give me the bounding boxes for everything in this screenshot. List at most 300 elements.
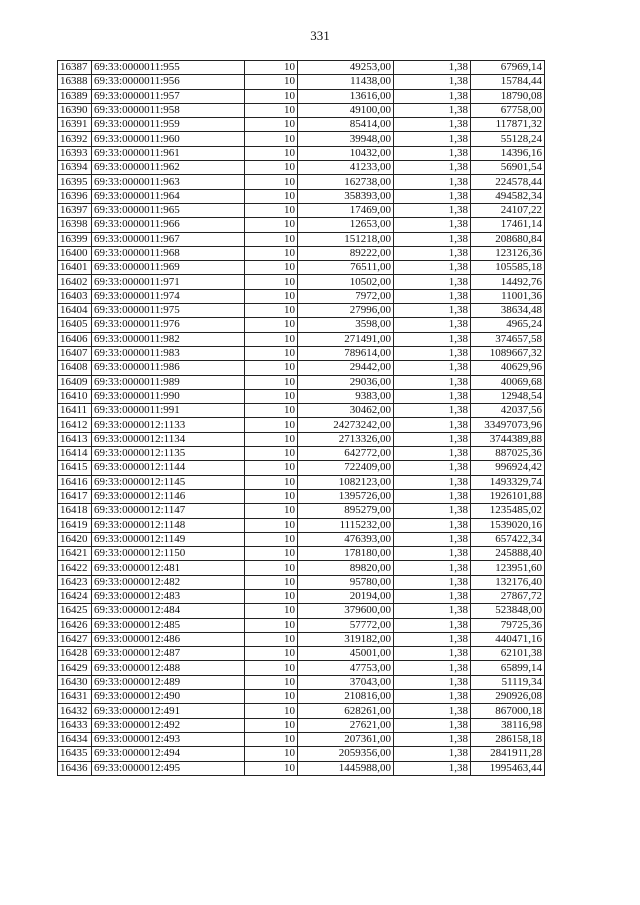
cadastral-number-cell: 69:33:0000011:962	[92, 161, 245, 175]
cadastral-value-cell: 76511,00	[298, 261, 394, 275]
cadastral-number-cell: 69:33:0000011:991	[92, 404, 245, 418]
table-row	[58, 261, 545, 275]
rate-cell: 10	[245, 375, 298, 389]
cadastral-value-cell: 37043,00	[298, 675, 394, 689]
cadastral-number-cell: 69:33:0000011:959	[92, 118, 245, 132]
rate-cell: 10	[245, 261, 298, 275]
cadastral-value-cell: 41233,00	[298, 161, 394, 175]
rate-cell: 10	[245, 518, 298, 532]
cadastral-number-cell: 69:33:0000012:1147	[92, 504, 245, 518]
rate-cell: 10	[245, 332, 298, 346]
amount-cell: 374657,58	[471, 332, 545, 346]
rate-cell: 10	[245, 132, 298, 146]
register-table-body	[58, 61, 545, 776]
amount-cell: 132176,40	[471, 575, 545, 589]
row-number-cell: 16411	[58, 404, 92, 418]
cadastral-value-cell: 39948,00	[298, 132, 394, 146]
cadastral-number-cell: 69:33:0000011:963	[92, 175, 245, 189]
cadastral-number-cell: 69:33:0000012:487	[92, 647, 245, 661]
coefficient-cell: 1,38	[394, 447, 471, 461]
amount-cell: 1493329,74	[471, 475, 545, 489]
rate-cell: 10	[245, 504, 298, 518]
row-number-cell: 16422	[58, 561, 92, 575]
cadastral-value-cell: 10502,00	[298, 275, 394, 289]
cadastral-value-cell: 89820,00	[298, 561, 394, 575]
coefficient-cell: 1,38	[394, 761, 471, 775]
rate-cell: 10	[245, 432, 298, 446]
row-number-cell: 16398	[58, 218, 92, 232]
coefficient-cell: 1,38	[394, 647, 471, 661]
coefficient-cell: 1,38	[394, 75, 471, 89]
row-number-cell: 16414	[58, 447, 92, 461]
rate-cell: 10	[245, 289, 298, 303]
table-row	[58, 461, 545, 475]
amount-cell: 12948,54	[471, 389, 545, 403]
row-number-cell: 16397	[58, 203, 92, 217]
cadastral-value-cell: 17469,00	[298, 203, 394, 217]
coefficient-cell: 1,38	[394, 661, 471, 675]
rate-cell: 10	[245, 61, 298, 75]
amount-cell: 24107,22	[471, 203, 545, 217]
cadastral-value-cell: 271491,00	[298, 332, 394, 346]
row-number-cell: 16436	[58, 761, 92, 775]
cadastral-value-cell: 95780,00	[298, 575, 394, 589]
amount-cell: 996924,42	[471, 461, 545, 475]
table-row	[58, 118, 545, 132]
rate-cell: 10	[245, 690, 298, 704]
table-row	[58, 589, 545, 603]
cadastral-number-cell: 69:33:0000012:485	[92, 618, 245, 632]
table-row	[58, 418, 545, 432]
cadastral-value-cell: 13616,00	[298, 89, 394, 103]
amount-cell: 105585,18	[471, 261, 545, 275]
coefficient-cell: 1,38	[394, 589, 471, 603]
row-number-cell: 16393	[58, 146, 92, 160]
amount-cell: 494582,34	[471, 189, 545, 203]
amount-cell: 286158,18	[471, 732, 545, 746]
table-row	[58, 561, 545, 575]
cadastral-value-cell: 89222,00	[298, 246, 394, 260]
rate-cell: 10	[245, 575, 298, 589]
rate-cell: 10	[245, 447, 298, 461]
rate-cell: 10	[245, 532, 298, 546]
coefficient-cell: 1,38	[394, 704, 471, 718]
cadastral-number-cell: 69:33:0000011:989	[92, 375, 245, 389]
cadastral-value-cell: 358393,00	[298, 189, 394, 203]
table-row	[58, 404, 545, 418]
table-row	[58, 203, 545, 217]
table-row	[58, 318, 545, 332]
amount-cell: 17461,14	[471, 218, 545, 232]
coefficient-cell: 1,38	[394, 203, 471, 217]
row-number-cell: 16434	[58, 732, 92, 746]
coefficient-cell: 1,38	[394, 304, 471, 318]
table-row	[58, 175, 545, 189]
cadastral-number-cell: 69:33:0000012:1150	[92, 547, 245, 561]
rate-cell: 10	[245, 189, 298, 203]
cadastral-number-cell: 69:33:0000012:1146	[92, 489, 245, 503]
amount-cell: 867000,18	[471, 704, 545, 718]
table-row	[58, 575, 545, 589]
rate-cell: 10	[245, 604, 298, 618]
coefficient-cell: 1,38	[394, 232, 471, 246]
row-number-cell: 16426	[58, 618, 92, 632]
rate-cell: 10	[245, 361, 298, 375]
coefficient-cell: 1,38	[394, 675, 471, 689]
coefficient-cell: 1,38	[394, 518, 471, 532]
coefficient-cell: 1,38	[394, 504, 471, 518]
coefficient-cell: 1,38	[394, 418, 471, 432]
cadastral-number-cell: 69:33:0000011:986	[92, 361, 245, 375]
amount-cell: 1926101,88	[471, 489, 545, 503]
table-row	[58, 232, 545, 246]
row-number-cell: 16401	[58, 261, 92, 275]
coefficient-cell: 1,38	[394, 575, 471, 589]
amount-cell: 55128,24	[471, 132, 545, 146]
table-row	[58, 518, 545, 532]
cadastral-number-cell: 69:33:0000011:968	[92, 246, 245, 260]
amount-cell: 440471,16	[471, 632, 545, 646]
row-number-cell: 16419	[58, 518, 92, 532]
row-number-cell: 16420	[58, 532, 92, 546]
amount-cell: 123951,60	[471, 561, 545, 575]
cadastral-number-cell: 69:33:0000012:1149	[92, 532, 245, 546]
table-row	[58, 61, 545, 75]
rate-cell: 10	[245, 618, 298, 632]
table-row	[58, 146, 545, 160]
table-row	[58, 547, 545, 561]
cadastral-number-cell: 69:33:0000011:982	[92, 332, 245, 346]
cadastral-number-cell: 69:33:0000011:956	[92, 75, 245, 89]
table-row	[58, 690, 545, 704]
rate-cell: 10	[245, 146, 298, 160]
cadastral-value-cell: 30462,00	[298, 404, 394, 418]
row-number-cell: 16410	[58, 389, 92, 403]
cadastral-value-cell: 3598,00	[298, 318, 394, 332]
row-number-cell: 16406	[58, 332, 92, 346]
cadastral-number-cell: 69:33:0000011:957	[92, 89, 245, 103]
cadastral-number-cell: 69:33:0000011:964	[92, 189, 245, 203]
row-number-cell: 16423	[58, 575, 92, 589]
cadastral-value-cell: 24273242,00	[298, 418, 394, 432]
cadastral-value-cell: 1395726,00	[298, 489, 394, 503]
rate-cell: 10	[245, 218, 298, 232]
row-number-cell: 16430	[58, 675, 92, 689]
coefficient-cell: 1,38	[394, 275, 471, 289]
row-number-cell: 16432	[58, 704, 92, 718]
table-row	[58, 161, 545, 175]
amount-cell: 27867,72	[471, 589, 545, 603]
cadastral-value-cell: 27996,00	[298, 304, 394, 318]
cadastral-number-cell: 69:33:0000012:1133	[92, 418, 245, 432]
rate-cell: 10	[245, 718, 298, 732]
cadastral-value-cell: 1082123,00	[298, 475, 394, 489]
cadastral-value-cell: 1115232,00	[298, 518, 394, 532]
rate-cell: 10	[245, 246, 298, 260]
rate-cell: 10	[245, 475, 298, 489]
cadastral-number-cell: 69:33:0000011:958	[92, 103, 245, 117]
cadastral-value-cell: 7972,00	[298, 289, 394, 303]
cadastral-value-cell: 722409,00	[298, 461, 394, 475]
cadastral-number-cell: 69:33:0000012:1148	[92, 518, 245, 532]
coefficient-cell: 1,38	[394, 604, 471, 618]
row-number-cell: 16391	[58, 118, 92, 132]
row-number-cell: 16408	[58, 361, 92, 375]
row-number-cell: 16415	[58, 461, 92, 475]
cadastral-value-cell: 27621,00	[298, 718, 394, 732]
cadastral-value-cell: 10432,00	[298, 146, 394, 160]
cadastral-value-cell: 178180,00	[298, 547, 394, 561]
amount-cell: 56901,54	[471, 161, 545, 175]
rate-cell: 10	[245, 418, 298, 432]
page-number: 331	[310, 28, 330, 43]
cadastral-number-cell: 69:33:0000011:971	[92, 275, 245, 289]
cadastral-value-cell: 29036,00	[298, 375, 394, 389]
cadastral-number-cell: 69:33:0000012:484	[92, 604, 245, 618]
row-number-cell: 16409	[58, 375, 92, 389]
table-row	[58, 432, 545, 446]
amount-cell: 11001,36	[471, 289, 545, 303]
amount-cell: 3744389,88	[471, 432, 545, 446]
cadastral-value-cell: 29442,00	[298, 361, 394, 375]
rate-cell: 10	[245, 704, 298, 718]
cadastral-value-cell: 12653,00	[298, 218, 394, 232]
coefficient-cell: 1,38	[394, 89, 471, 103]
coefficient-cell: 1,38	[394, 103, 471, 117]
coefficient-cell: 1,38	[394, 175, 471, 189]
amount-cell: 123126,36	[471, 246, 545, 260]
cadastral-value-cell: 2713326,00	[298, 432, 394, 446]
amount-cell: 38634,48	[471, 304, 545, 318]
row-number-cell: 16424	[58, 589, 92, 603]
amount-cell: 67969,14	[471, 61, 545, 75]
coefficient-cell: 1,38	[394, 561, 471, 575]
rate-cell: 10	[245, 346, 298, 360]
table-row	[58, 89, 545, 103]
row-number-cell: 16400	[58, 246, 92, 260]
table-row	[58, 647, 545, 661]
cadastral-value-cell: 151218,00	[298, 232, 394, 246]
row-number-cell: 16387	[58, 61, 92, 75]
rate-cell: 10	[245, 561, 298, 575]
row-number-cell: 16431	[58, 690, 92, 704]
cadastral-number-cell: 69:33:0000012:489	[92, 675, 245, 689]
row-number-cell: 16412	[58, 418, 92, 432]
cadastral-number-cell: 69:33:0000011:965	[92, 203, 245, 217]
row-number-cell: 16433	[58, 718, 92, 732]
amount-cell: 79725,36	[471, 618, 545, 632]
cadastral-value-cell: 20194,00	[298, 589, 394, 603]
table-row	[58, 475, 545, 489]
rate-cell: 10	[245, 589, 298, 603]
coefficient-cell: 1,38	[394, 404, 471, 418]
row-number-cell: 16404	[58, 304, 92, 318]
row-number-cell: 16416	[58, 475, 92, 489]
row-number-cell: 16396	[58, 189, 92, 203]
coefficient-cell: 1,38	[394, 632, 471, 646]
amount-cell: 65899,14	[471, 661, 545, 675]
row-number-cell: 16392	[58, 132, 92, 146]
amount-cell: 40069,68	[471, 375, 545, 389]
cadastral-number-cell: 69:33:0000011:961	[92, 146, 245, 160]
coefficient-cell: 1,38	[394, 361, 471, 375]
cadastral-value-cell: 47753,00	[298, 661, 394, 675]
row-number-cell: 16394	[58, 161, 92, 175]
coefficient-cell: 1,38	[394, 375, 471, 389]
table-row	[58, 75, 545, 89]
coefficient-cell: 1,38	[394, 132, 471, 146]
cadastral-number-cell: 69:33:0000012:1134	[92, 432, 245, 446]
table-row	[58, 747, 545, 761]
row-number-cell: 16403	[58, 289, 92, 303]
row-number-cell: 16399	[58, 232, 92, 246]
coefficient-cell: 1,38	[394, 146, 471, 160]
cadastral-value-cell: 642772,00	[298, 447, 394, 461]
amount-cell: 245888,40	[471, 547, 545, 561]
rate-cell: 10	[245, 675, 298, 689]
table-row	[58, 489, 545, 503]
row-number-cell: 16421	[58, 547, 92, 561]
rate-cell: 10	[245, 461, 298, 475]
row-number-cell: 16418	[58, 504, 92, 518]
cadastral-value-cell: 895279,00	[298, 504, 394, 518]
amount-cell: 62101,38	[471, 647, 545, 661]
table-row	[58, 218, 545, 232]
rate-cell: 10	[245, 747, 298, 761]
rate-cell: 10	[245, 389, 298, 403]
cadastral-register-table	[57, 60, 545, 776]
cadastral-value-cell: 319182,00	[298, 632, 394, 646]
cadastral-number-cell: 69:33:0000012:481	[92, 561, 245, 575]
coefficient-cell: 1,38	[394, 718, 471, 732]
table-row	[58, 618, 545, 632]
table-row	[58, 346, 545, 360]
amount-cell: 1235485,02	[471, 504, 545, 518]
amount-cell: 1539020,16	[471, 518, 545, 532]
table-row	[58, 704, 545, 718]
cadastral-number-cell: 69:33:0000011:990	[92, 389, 245, 403]
table-row	[58, 761, 545, 775]
row-number-cell: 16413	[58, 432, 92, 446]
cadastral-value-cell: 9383,00	[298, 389, 394, 403]
table-row	[58, 132, 545, 146]
amount-cell: 117871,32	[471, 118, 545, 132]
cadastral-value-cell: 207361,00	[298, 732, 394, 746]
coefficient-cell: 1,38	[394, 161, 471, 175]
amount-cell: 4965,24	[471, 318, 545, 332]
table-row	[58, 661, 545, 675]
cadastral-value-cell: 1445988,00	[298, 761, 394, 775]
row-number-cell: 16389	[58, 89, 92, 103]
row-number-cell: 16395	[58, 175, 92, 189]
cadastral-value-cell: 210816,00	[298, 690, 394, 704]
table-row	[58, 246, 545, 260]
cadastral-value-cell: 11438,00	[298, 75, 394, 89]
coefficient-cell: 1,38	[394, 461, 471, 475]
cadastral-number-cell: 69:33:0000011:983	[92, 346, 245, 360]
coefficient-cell: 1,38	[394, 618, 471, 632]
amount-cell: 14396,16	[471, 146, 545, 160]
coefficient-cell: 1,38	[394, 246, 471, 260]
rate-cell: 10	[245, 275, 298, 289]
cadastral-number-cell: 69:33:0000011:969	[92, 261, 245, 275]
cadastral-value-cell: 628261,00	[298, 704, 394, 718]
amount-cell: 887025,36	[471, 447, 545, 461]
cadastral-value-cell: 162738,00	[298, 175, 394, 189]
coefficient-cell: 1,38	[394, 261, 471, 275]
cadastral-value-cell: 476393,00	[298, 532, 394, 546]
rate-cell: 10	[245, 547, 298, 561]
cadastral-number-cell: 69:33:0000011:955	[92, 61, 245, 75]
amount-cell: 523848,00	[471, 604, 545, 618]
cadastral-value-cell: 789614,00	[298, 346, 394, 360]
amount-cell: 208680,84	[471, 232, 545, 246]
coefficient-cell: 1,38	[394, 218, 471, 232]
coefficient-cell: 1,38	[394, 732, 471, 746]
coefficient-cell: 1,38	[394, 475, 471, 489]
coefficient-cell: 1,38	[394, 532, 471, 546]
cadastral-number-cell: 69:33:0000012:492	[92, 718, 245, 732]
amount-cell: 15784,44	[471, 75, 545, 89]
rate-cell: 10	[245, 232, 298, 246]
amount-cell: 290926,08	[471, 690, 545, 704]
rate-cell: 10	[245, 175, 298, 189]
table-row	[58, 375, 545, 389]
amount-cell: 67758,00	[471, 103, 545, 117]
row-number-cell: 16435	[58, 747, 92, 761]
cadastral-number-cell: 69:33:0000012:495	[92, 761, 245, 775]
cadastral-number-cell: 69:33:0000011:967	[92, 232, 245, 246]
coefficient-cell: 1,38	[394, 547, 471, 561]
rate-cell: 10	[245, 75, 298, 89]
coefficient-cell: 1,38	[394, 189, 471, 203]
cadastral-number-cell: 69:33:0000012:494	[92, 747, 245, 761]
cadastral-value-cell: 45001,00	[298, 647, 394, 661]
rate-cell: 10	[245, 118, 298, 132]
amount-cell: 40629,96	[471, 361, 545, 375]
amount-cell: 2841911,28	[471, 747, 545, 761]
cadastral-value-cell: 57772,00	[298, 618, 394, 632]
table-row	[58, 304, 545, 318]
rate-cell: 10	[245, 632, 298, 646]
table-row	[58, 361, 545, 375]
row-number-cell: 16388	[58, 75, 92, 89]
coefficient-cell: 1,38	[394, 690, 471, 704]
amount-cell: 1995463,44	[471, 761, 545, 775]
amount-cell: 224578,44	[471, 175, 545, 189]
cadastral-value-cell: 49253,00	[298, 61, 394, 75]
row-number-cell: 16425	[58, 604, 92, 618]
coefficient-cell: 1,38	[394, 346, 471, 360]
table-row	[58, 275, 545, 289]
cadastral-number-cell: 69:33:0000011:966	[92, 218, 245, 232]
rate-cell: 10	[245, 489, 298, 503]
cadastral-number-cell: 69:33:0000012:490	[92, 690, 245, 704]
rate-cell: 10	[245, 732, 298, 746]
cadastral-value-cell: 2059356,00	[298, 747, 394, 761]
cadastral-value-cell: 49100,00	[298, 103, 394, 117]
coefficient-cell: 1,38	[394, 318, 471, 332]
cadastral-number-cell: 69:33:0000011:976	[92, 318, 245, 332]
table-row	[58, 504, 545, 518]
table-row	[58, 447, 545, 461]
cadastral-number-cell: 69:33:0000012:491	[92, 704, 245, 718]
table-row	[58, 604, 545, 618]
rate-cell: 10	[245, 161, 298, 175]
table-row	[58, 389, 545, 403]
coefficient-cell: 1,38	[394, 61, 471, 75]
amount-cell: 1089667,32	[471, 346, 545, 360]
